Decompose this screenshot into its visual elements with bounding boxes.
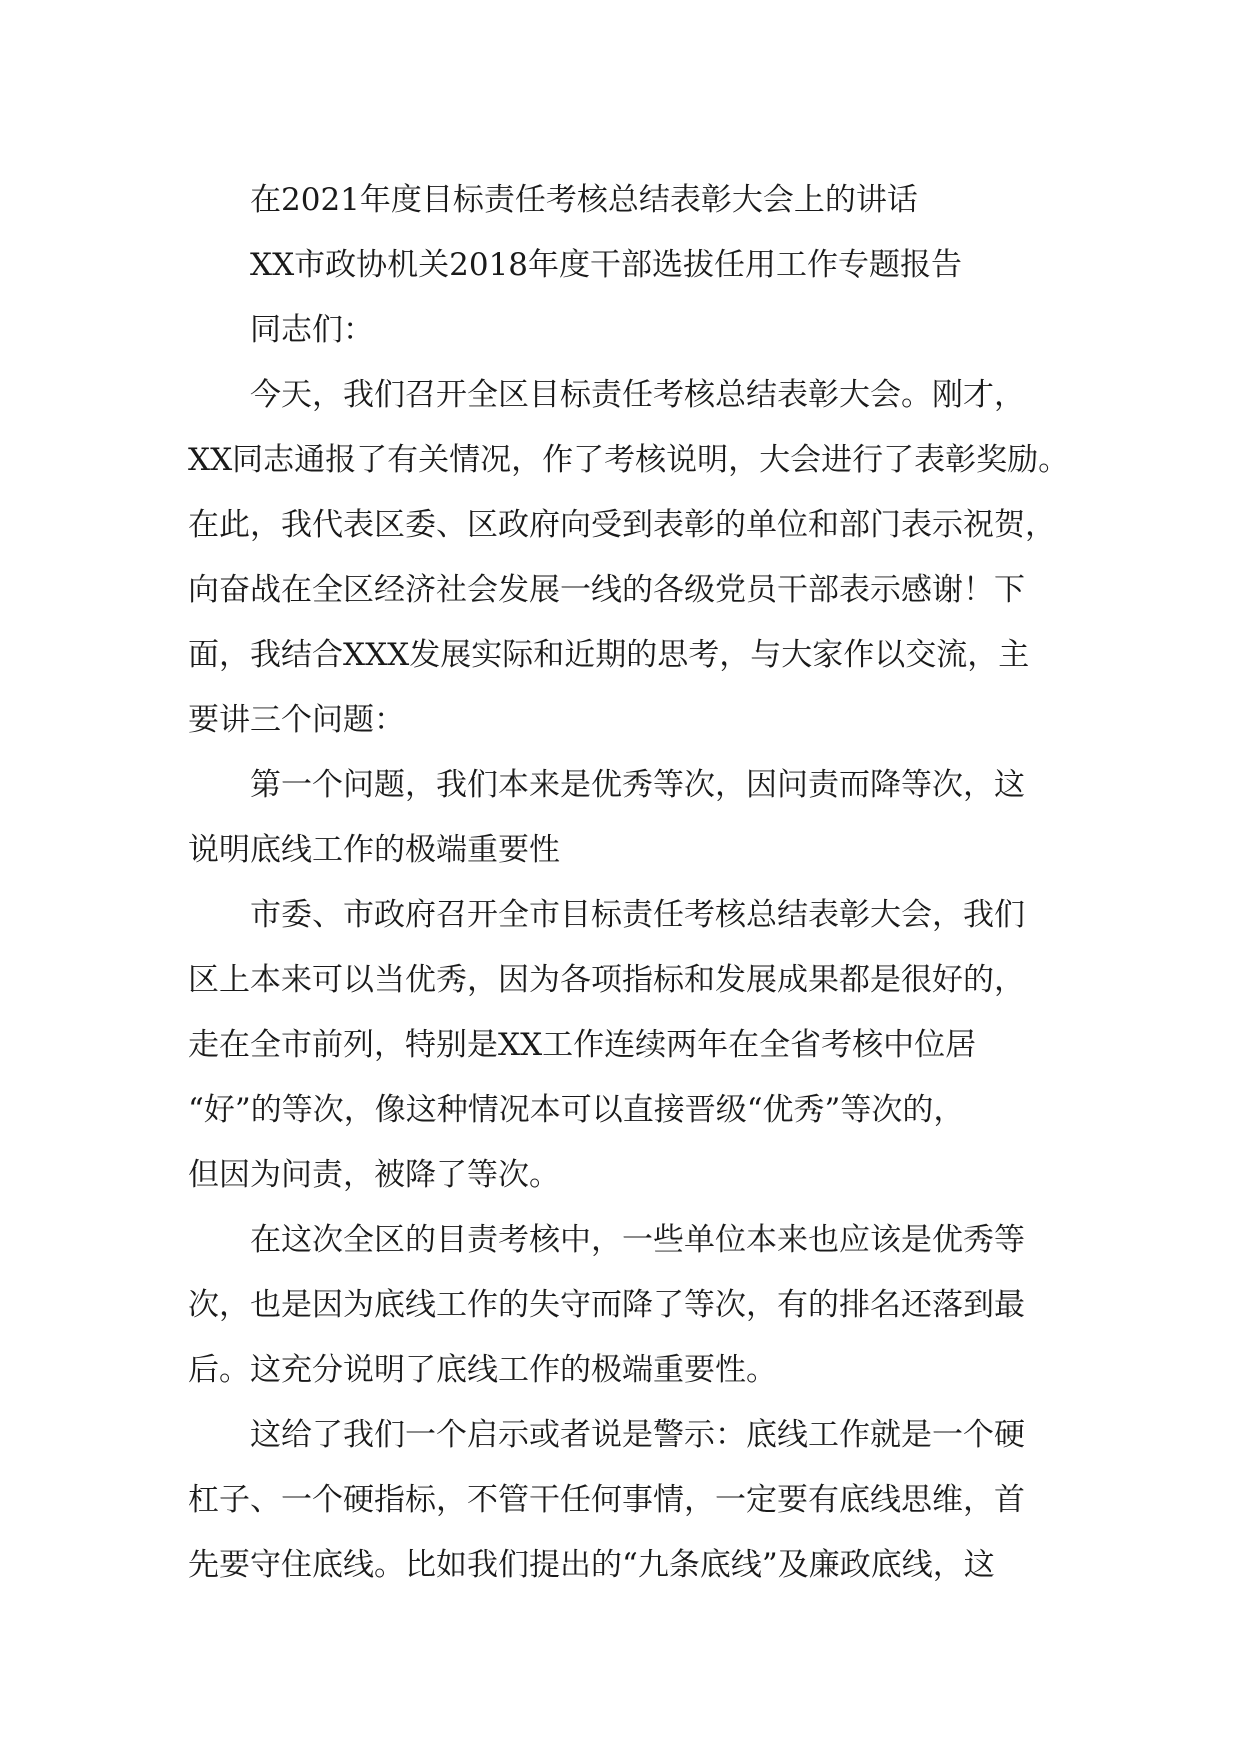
text-line: 次，也是因为底线工作的失守而降了等次，有的排名还落到最 (188, 1287, 1025, 1323)
text-line: 后。这充分说明了底线工作的极端重要性。 (188, 1352, 777, 1388)
document-body (188, 363, 1088, 1598)
text-line: 区上本来可以当优秀，因为各项指标和发展成果都是很好的， (188, 962, 1025, 998)
text-line: 先要守住底线。比如我们提出的“九条底线”及廉政底线，这 (188, 1547, 995, 1583)
text-line: 在此，我代表区委、区政府向受到表彰的单位和部门表示祝贺， (188, 507, 1056, 543)
document-page (188, 168, 1088, 1598)
text-line: 第一个问题，我们本来是优秀等次，因问责而降等次，这 (250, 767, 1025, 803)
text-line: “好”的等次，像这种情况本可以直接晋级“优秀”等次的， (188, 1092, 965, 1128)
text-line: 在这次全区的目责考核中，一些单位本来也应该是优秀等 (250, 1222, 1025, 1258)
text-line: 向奋战在全区经济社会发展一线的各级党员干部表示感谢！下 (188, 572, 1025, 608)
text-line: 说明底线工作的极端重要性 (188, 832, 560, 868)
text-line: 走在全市前列，特别是XX工作连续两年在全省考核中位居 (188, 1027, 977, 1063)
greeting: 同志们： (250, 312, 374, 348)
document-title: 在2021年度目标责任考核总结表彰大会上的讲话 (250, 182, 918, 218)
text-line: 杠子、一个硬指标，不管干任何事情，一定要有底线思维，首 (188, 1482, 1025, 1518)
text-line: 面，我结合XXX发展实际和近期的思考，与大家作以交流，主 (188, 637, 1030, 673)
document-subtitle: XX市政协机关2018年度干部选拔任用工作专题报告 (250, 247, 963, 283)
text-line: 要讲三个问题： (188, 702, 405, 738)
text-line: 市委、市政府召开全市目标责任考核总结表彰大会，我们 (250, 897, 1025, 933)
text-line: 这给了我们一个启示或者说是警示：底线工作就是一个硬 (250, 1417, 1025, 1453)
text-line: XX同志通报了有关情况，作了考核说明，大会进行了表彰奖励。 (188, 442, 1070, 478)
text-line: 今天，我们召开全区目标责任考核总结表彰大会。刚才， (250, 377, 1025, 413)
text-line: 但因为问责，被降了等次。 (188, 1157, 560, 1193)
